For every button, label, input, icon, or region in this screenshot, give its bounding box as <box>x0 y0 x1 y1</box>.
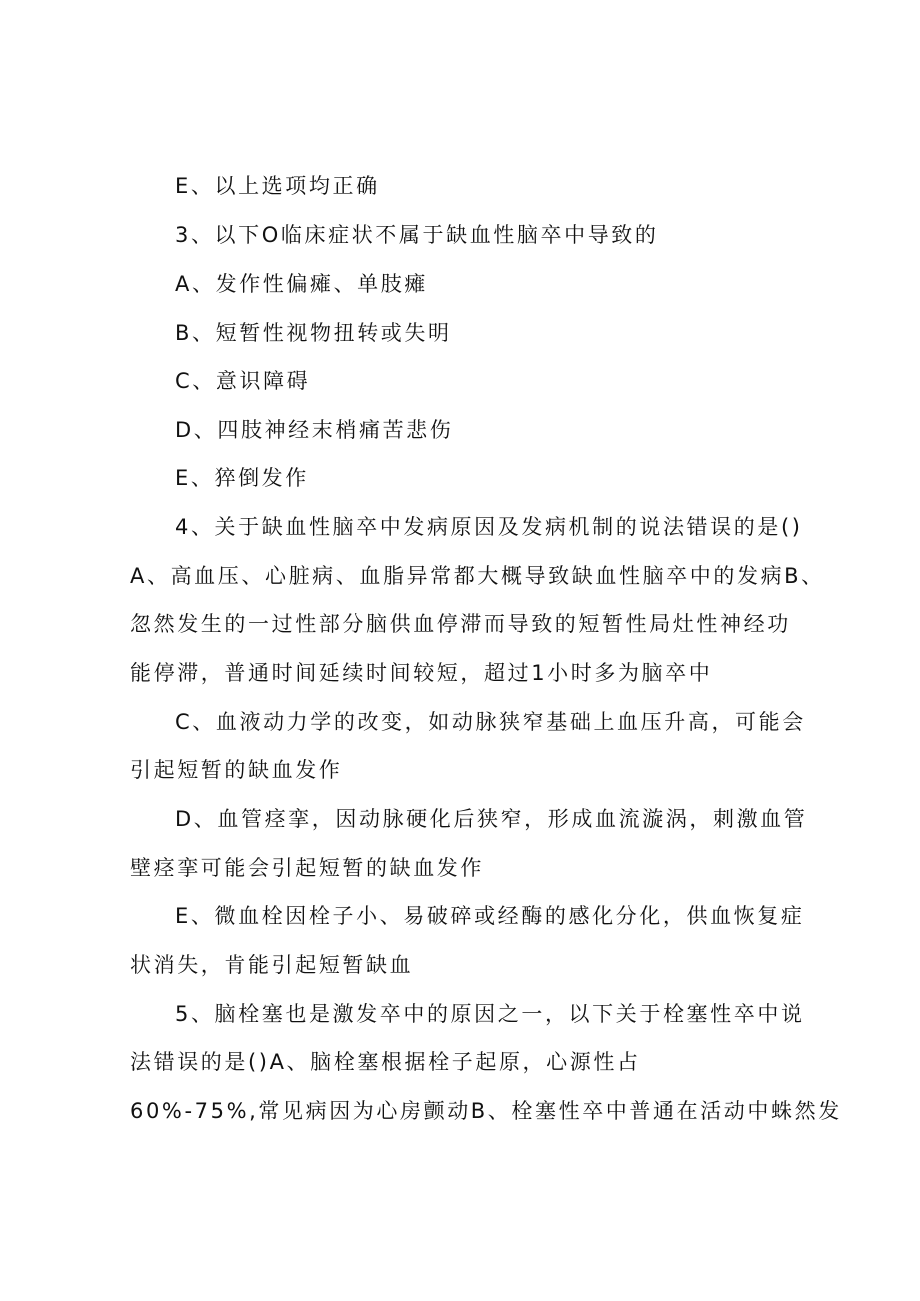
question-4-line-4: 能停滞，普通时间延续时间较短，超过1小时多为脑卒中 <box>130 661 713 685</box>
option-3a: A、发作性偏瘫、单肢瘫 <box>175 272 428 296</box>
option-3e: E、猝倒发作 <box>175 466 309 490</box>
question-4: 4、关于缺血性脑卒中发病原因及发病机制的说法错误的是() <box>175 515 803 539</box>
option-4d-continued: 壁痉挛可能会引起短暂的缺血发作 <box>130 856 484 880</box>
option-3d: D、四肢神经末梢痛苦悲伤 <box>175 418 454 442</box>
question-4-line-2: A、高血压、心脏病、血脂异常都大概导致缺血性脑卒中的发病B、 <box>130 564 825 588</box>
option-3c: C、意识障碍 <box>175 369 311 393</box>
question-3: 3、以下O临床症状不属于缺血性脑卒中导致的 <box>175 223 659 247</box>
question-5-line-3: 60%-75%,常见病因为心房颤动B、栓塞性卒中普通在活动中蛛然发 <box>130 1099 842 1123</box>
option-2e: E、以上选项均正确 <box>175 174 380 198</box>
question-5: 5、脑栓塞也是激发卒中的原因之一，以下关于栓塞性卒中说 <box>175 1002 805 1026</box>
question-5-line-2: 法错误的是()A、脑栓塞根据栓子起原，心源性占 <box>130 1050 641 1074</box>
option-4c: C、血液动力学的改变，如动脉狭窄基础上血压升高，可能会 <box>175 710 806 734</box>
option-4e: E、微血栓因栓子小、易破碎或经酶的感化分化，供血恢复症 <box>175 904 805 928</box>
option-4e-continued: 状消失，肯能引起短暂缺血 <box>130 953 414 977</box>
option-4d: D、血管痉挛，因动脉硬化后狭窄，形成血流漩涡，刺激血管 <box>175 807 808 831</box>
option-4c-continued: 引起短暂的缺血发作 <box>130 758 343 782</box>
option-3b: B、短暂性视物扭转或失明 <box>175 321 452 345</box>
question-4-line-3: 忽然发生的一过性部分脑供血停滞而导致的短暂性局灶性神经功 <box>130 612 791 636</box>
